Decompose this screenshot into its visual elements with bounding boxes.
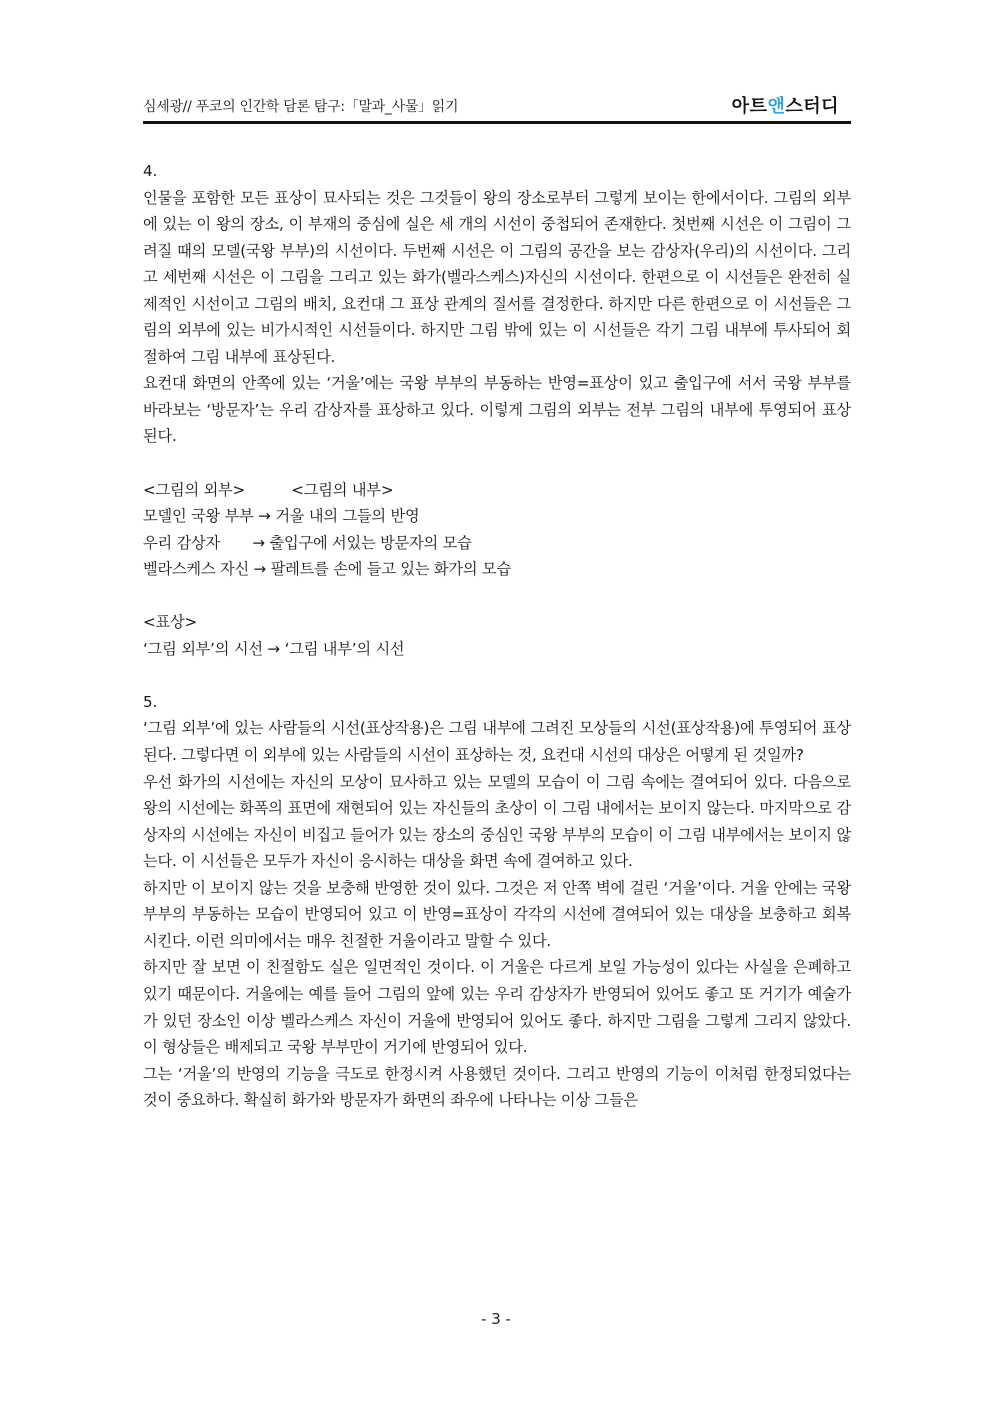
- representation-header: <표상>: [143, 613, 197, 632]
- spacer: [143, 662, 851, 689]
- logo-text-accent: 앤: [767, 96, 786, 117]
- section-number-4: 4.: [143, 162, 158, 180]
- page-number: - 3 -: [481, 1310, 511, 1328]
- section4-paragraph-2: 요컨대 화면의 안쪽에 있는 ‘거울’에는 국왕 부부의 부동하는 반영=표상이 있고 출입구에 서서 국왕 부부를 바라보는 ‘방문자’는 우리 감상자를 표상하고 있다. 이렇게 그림의 외부는 전부 그림의 내부에 투영되어 표상된다.: [143, 374, 851, 446]
- header-divider: [143, 121, 851, 124]
- page-header: [143, 92, 851, 122]
- document-body: [143, 158, 851, 1114]
- logo-text-part1: 아트: [731, 96, 768, 117]
- logo-text-part2: 스터디: [785, 96, 839, 117]
- section-number-5: 5.: [143, 692, 158, 711]
- section5-paragraph-3: 하지만 이 보이지 않는 것을 보충해 반영한 것이 있다. 그것은 저 안쪽 벽에 걸린 ‘거울’이다. 거울 안에는 국왕 부부의 부동하는 모습이 반영되어 있고 이 반영=표상이 각각의 시선에 결여되어 있는 대상을 보충하고 회복시킨다. 이런 의미에서는 매우 친절한 거울이라고 말할 수 있다.: [143, 878, 851, 950]
- mapping-row: 우리 감상자 → 출입구에 서있는 방문자의 모습: [143, 533, 472, 552]
- section5-paragraph-2: 우선 화가의 시선에는 자신의 모상이 묘사하고 있는 모델의 모습이 이 그림 속에는 결여되어 있다. 다음으로 왕의 시선에는 화폭의 표면에 재현되어 있는 자신들의 초상이 이 그림 내에서는 보이지 않는다. 마지막으로 감상자의 시선에는 자신이 비집고 들어가 있는 장소의 중심인 국왕 부부의 모습이 이 그림 내부에서는 보이지 않는다. 이 시선들은 모두가 자신이 응시하는 대상을 화면 속에 결여하고 있다.: [143, 772, 851, 871]
- representation-row: ‘그림 외부’의 시선 → ‘그림 내부’의 시선: [143, 639, 405, 658]
- mapping-header: <그림의 외부> <그림의 내부>: [143, 480, 394, 499]
- section5-paragraph-4: 하지만 잘 보면 이 친절함도 실은 일면적인 것이다. 이 거울은 다르게 보일 가능성이 있다는 사실을 은폐하고 있기 때문이다. 거울에는 예를 들어 그림의 앞에 있는 우리 감상자가 반영되어 있어도 좋고 또 거기가 예술가가 있던 장소인 이상 벨라스케스 자신이 거울에 반영되어 있어도 좋다. 하지만 그림을 그렇게 그리지 않았다. 이 형상들은 배제되고 국왕 부부만이 거기에 반영되어 있다.: [143, 958, 851, 1057]
- section5-paragraph-1: ‘그림 외부’에 있는 사람들의 시선(표상작용)은 그림 내부에 그려진 모상들의 시선(표상작용)에 투영되어 표상된다. 그렇다면 이 외부에 있는 사람들의 시선이 표상하는 것, 요컨대 시선의 대상은 어떻게 된 것일까?: [143, 719, 851, 765]
- brand-logo: [732, 92, 839, 118]
- mapping-row: 모델인 국왕 부부 → 거울 내의 그들의 반영: [143, 507, 420, 526]
- mapping-row: 벨라스케스 자신 → 팔레트를 손에 들고 있는 화가의 모습: [143, 560, 511, 579]
- spacer: [143, 583, 851, 610]
- header-title: 심세광// 푸코의 인간학 담론 탐구:「말과_사물」읽기: [143, 99, 459, 115]
- spacer: [143, 450, 851, 477]
- section5-paragraph-5: 그는 ‘거울’의 반영의 기능을 극도로 한정시켜 사용했던 것이다. 그리고 반영의 기능이 이처럼 한정되었다는 것이 중요하다. 확실히 화가와 방문자가 화면의 좌우에 나타나는 이상 그들은: [143, 1064, 851, 1110]
- section4-paragraph-1: 인물을 포함한 모든 표상이 묘사되는 것은 그것들이 왕의 장소로부터 그렇게 보이는 한에서이다. 그림의 외부에 있는 이 왕의 장소, 이 부재의 중심에 실은 세 개의 시선이 중첩되어 존재한다. 첫번째 시선은 이 그림이 그려질 때의 모델(국왕 부부)의 시선이다. 두번째 시선은 이 그림의 공간을 보는 감상자(우리)의 시선이다. 그리고 세번째 시선은 이 그림을 그리고 있는 화가(벨라스케스)자신의 시선이다. 한편으로 이 시선들은 완전히 실제적인 시선이고 그림의 배치, 요컨대 그 표상 관계의 질서를 결정한다. 하지만 다른 한편으로 이 시선들은 그림의 외부에 있는 비가시적인 시선들이다. 하지만 그림 밖에 있는 이 시선들은 각기 그림 내부에 투사되어 회절하여 그림 내부에 표상된다.: [143, 188, 851, 366]
